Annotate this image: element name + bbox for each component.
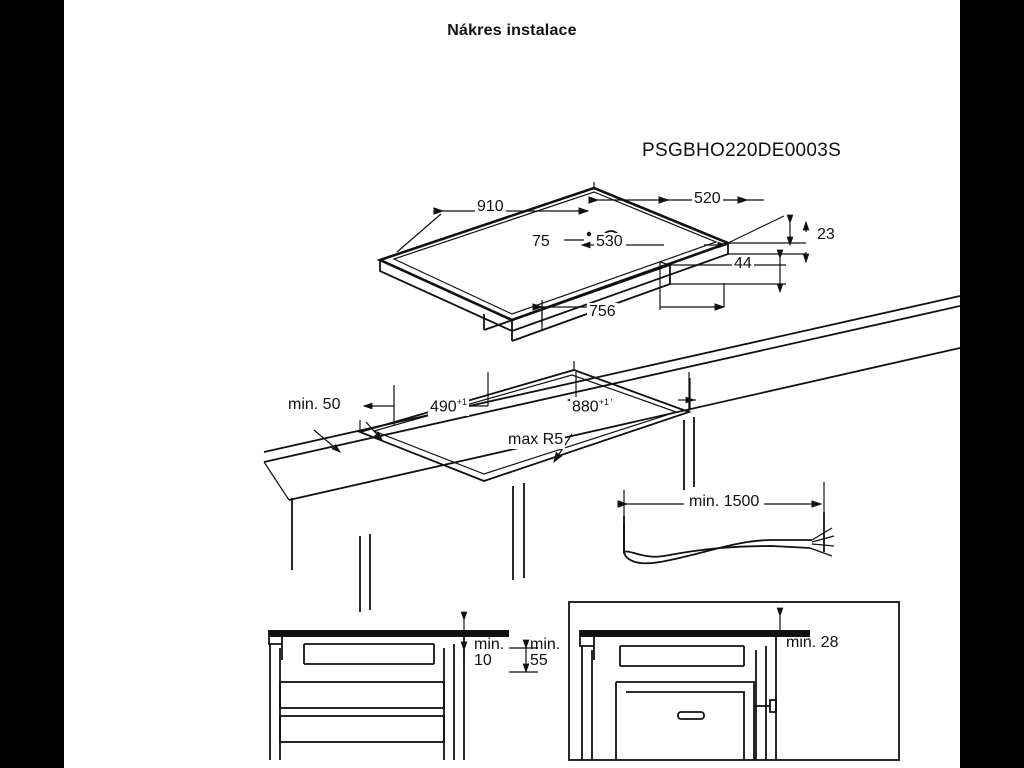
dim-cutout-depth: $490^{+1}$ [430,397,467,416]
cutout-isometric-view [264,296,960,612]
page-title: Nákres instalace [447,22,577,39]
dim-corner-radius: max R5 [508,431,564,448]
drawing-sheet [64,0,960,768]
dim-glass-height: 23 [817,226,835,243]
dim-clearance-below-min-value: 10 [474,652,492,669]
dim-cable-length-min: min. 1500 [689,493,760,510]
dim-width-overall: 910 [477,198,504,215]
installation-drawing-svg [64,0,960,768]
section-right-view [569,602,899,760]
model-code: PSGBHO220DE0003S [642,140,842,161]
dim-drawer-gap-min-value: 55 [530,652,548,669]
dim-body-height: 44 [734,255,752,272]
dim-drawer-gap-min-word: min. [530,636,561,653]
dim-front-offset: 75 [532,233,550,250]
dim-cutout-width: $880^{+1}$ [572,397,609,416]
dim-oven-gap-min: min. 28 [786,634,839,651]
dim-inner-depth: 530 [596,233,623,250]
dim-edge-distance-min: min. 50 [288,396,341,413]
dim-clearance-below-min-word: min. [474,636,505,653]
dim-base-width: 756 [589,303,616,320]
dim-depth-overall: 520 [694,190,721,207]
